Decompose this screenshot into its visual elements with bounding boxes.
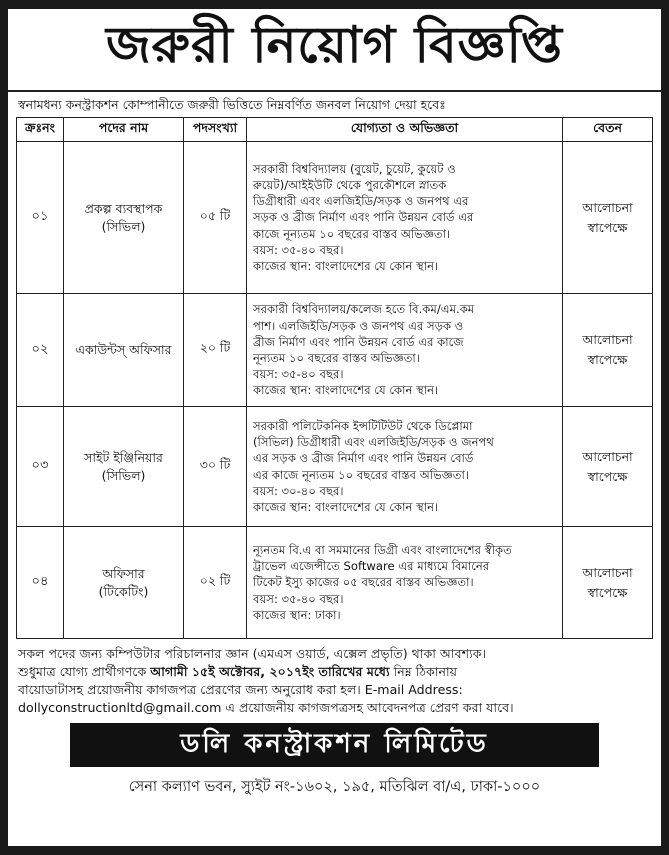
post-subtitle: (সিভিল): [101, 218, 146, 234]
qualification-line: কাজের স্থান: বাংলাদেশের যে কোন স্থান।: [253, 383, 439, 398]
salary-text: আলোচনা: [582, 332, 633, 347]
instruction-line: সকল পদের জন্য কম্পিউটার পরিচালনার জ্ঞান (এমএস ওয়ার্ড, এক্সেল প্রভৃতি) থাকা আবশ্যক।: [18, 646, 487, 661]
salary-subtext: স্বাপেক্ষে: [587, 468, 628, 484]
count-cell: ৩০ টি: [184, 407, 247, 527]
count-cell: ০২ টি: [184, 527, 247, 639]
table-row: [17, 294, 653, 407]
qualification-line: নূন্যতম ১০ বছরের বাস্তব অভিজ্ঞতা।: [253, 351, 420, 365]
qualification-line: কাজের স্থান: বাংলাদেশের যে কোন স্থান।: [253, 259, 439, 273]
post-name: প্রকল্প ব্যবস্থাপক: [84, 200, 163, 216]
salary-cell: [563, 142, 653, 294]
company-address: সেনা কল্যাণ ভবন, স্যুইট নং-১৬০২, ১৯৫, মতিঝিল বা/এ, ঢাকা-১০০০: [128, 779, 541, 795]
post-subtitle: (সিভিল): [101, 467, 146, 483]
qualification-line: কাজে নূন্যতম ১০ বছরের বাস্তব অভিজ্ঞতা।: [253, 226, 451, 241]
post-cell: [64, 407, 184, 527]
qualification-line: এর কাজে নূন্যতম ১০ বছরের বাস্তব অভিজ্ঞতা।: [253, 467, 470, 482]
serial-cell: ০৪: [17, 527, 64, 639]
qualification-cell: [247, 294, 563, 407]
qualification-line: এর সড়ক ও ব্রীজ নির্মাণ এবং পানি উন্নয়ন বোর্ড: [253, 451, 474, 466]
post-cell: [64, 142, 184, 294]
instruction-line: [18, 663, 651, 681]
email-line: dollyconstructionltd@gmail.com এ প্রয়োজনীয় কাগজপত্রসহ আবেদনপত্র প্রেরণ করা যাবে।: [18, 700, 514, 715]
salary-subtext: স্বাপেক্ষে: [587, 352, 628, 367]
qualification-line: (সিভিল) ডিগ্রীধারী এবং এলজিইডি/সড়ক ও জনপথ: [253, 435, 494, 450]
qualification-line: কাজের স্থান: বাংলাদেশের যে কোন স্থান।: [253, 499, 439, 514]
deadline-prefix: শুধুমাত্র যোগ্য প্রার্থীগণকে: [18, 664, 151, 679]
qualification-line: ট্রাভেল এজেন্সীতে Software এর মাধ্যমে বিমানের: [253, 559, 490, 574]
page-title: জরুরী নিয়োগ বিজ্ঞপ্তি: [8, 9, 661, 92]
intro-text: স্বনামধন্য কনস্ট্রাকশন কোম্পানীতে জরুরী ভিত্তিতে নিম্নবর্ণিত জনবল নিয়োগ দেয়া হবেঃ: [18, 97, 446, 112]
salary-text: আলোচনা: [582, 564, 633, 580]
salary-text: আলোচনা: [582, 448, 633, 464]
serial-cell: ০৩: [17, 407, 64, 527]
qualification-line: সড়ক ও ব্রীজ নির্মাণ এবং পানি উন্নয়ন বোর্ড এর: [253, 210, 474, 225]
table-header-row: [17, 118, 653, 142]
qualification-line: বয়স: ৩৫-৪০ বছর।: [253, 367, 344, 382]
qualification-line: সরকারী পলিটেকনিক ইন্সটিটিউট থেকে ডিপ্লোমা: [253, 418, 473, 433]
post-name: অফিসার: [102, 565, 145, 581]
advertisement-body: [8, 9, 661, 846]
header-salary: বেতন: [563, 118, 653, 142]
table-row: [17, 142, 653, 294]
qualification-line: ন্যূনতম বি.এ বা সমমানের ডিগ্রী এবং বাংলাদেশের স্বীকৃত: [253, 542, 512, 557]
qualification-line: সরকারী বিশ্ববিদ্যালয়/কলেজ হতে বি.কম/এম.কম: [253, 302, 475, 317]
post-name: একাউন্টস্ অফিসার: [75, 342, 172, 357]
post-cell: [64, 294, 184, 407]
header-post: পদের নাম: [64, 118, 184, 142]
post-subtitle: (টিকেটিং): [98, 583, 149, 599]
qualification-line: পাশ। এলজিইডি/সড়ক ও জনপথ এর সড়ক ও: [253, 318, 464, 333]
salary-cell: [563, 407, 653, 527]
count-cell: ০৫ টি: [184, 142, 247, 294]
instruction-line: বায়োডাটাসহ প্রয়োজনীয় কাগজপত্র প্রেরণের জন্য অনুরোধ করা হল। E-mail Address:: [18, 682, 463, 697]
salary-cell: [563, 527, 653, 639]
table-row: [17, 527, 653, 639]
salary-subtext: স্বাপেক্ষে: [587, 584, 628, 600]
header-qualification: যোগ্যতা ও অভিজ্ঞতা: [247, 118, 563, 142]
deadline-date: আগামী ১৫ই অক্টোবর, ২০১৭ইং তারিখের মধ্যে: [150, 664, 390, 679]
serial-cell: ০১: [17, 142, 64, 294]
application-instructions: [8, 639, 661, 717]
qualification-line: সরকারী বিশ্ববিদ্যালয় (বুয়েট, চুয়েট, কুয়েট ও: [253, 161, 456, 176]
qualification-line: বয়স: ৩৫-৪০ বছর।: [253, 591, 344, 606]
post-cell: [64, 527, 184, 639]
company-name-banner: ডলি কনস্ট্রাকশন লিমিটেড: [70, 723, 599, 767]
post-name: সাইট ইঞ্জিনিয়ার: [84, 449, 163, 465]
qualification-cell: [247, 527, 563, 639]
deadline-suffix: নিম্ন ঠিকানায়: [389, 664, 458, 679]
serial-cell: ০২: [17, 294, 64, 407]
qualification-line: বয়স: ৩৫-৪০ বছর।: [253, 242, 344, 257]
salary-text: আলোচনা: [582, 199, 633, 215]
salary-subtext: স্বাপেক্ষে: [587, 219, 628, 235]
qualification-line: ডিগ্রীধারী এবং এলজিইডি/সড়ক ও জনপথ এর: [253, 194, 469, 209]
qualification-line: বয়স: ৩০-৪০ বছর।: [253, 483, 344, 498]
qualification-line: টিকেট ইস্যু কাজের ০৫ বছরের বাস্তব অভিজ্ঞতা।: [253, 575, 474, 590]
qualification-line: কাজের স্থান: ঢাকা।: [253, 607, 341, 622]
header-serial: ক্রঃনং: [17, 118, 64, 142]
qualification-line: ব্রীজ নির্মাণ এবং পানি উন্নয়ন বোর্ড এর কাজে: [253, 334, 464, 349]
qualification-cell: [247, 407, 563, 527]
vacancy-table: [16, 117, 653, 639]
count-cell: ২০ টি: [184, 294, 247, 407]
qualification-cell: [247, 142, 563, 294]
salary-cell: [563, 294, 653, 407]
qualification-line: রুয়েট)/আইইউটি থেকে পুরকৌশলে স্নাতক: [253, 177, 447, 192]
header-count: পদসংখ্যা: [184, 118, 247, 142]
table-row: [17, 407, 653, 527]
